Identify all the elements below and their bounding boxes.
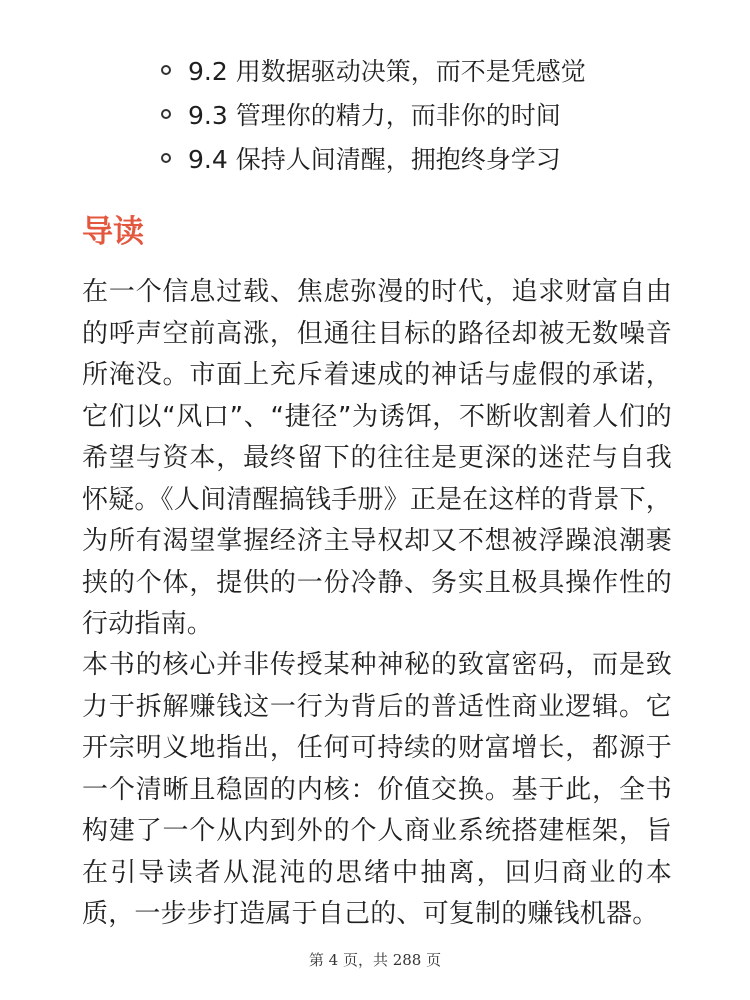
toc-list — [0, 50, 750, 182]
circle-bullet-icon — [161, 65, 171, 75]
toc-item[interactable] — [0, 94, 750, 138]
body-paragraph: 在一个信息过载、焦虑弥漫的时代，追求财富自由的呼声空前高涨，但通往目标的路径却被无数噪音所淹没。市面上充斥着速成的神话与虚假的承诺，它们以“风口”、“捷径”为诱饵，不断收割着人们的希望与资本，最终留下的往往是更深的迷茫与自我怀疑。《人间清醒搞钱手册》正是在这样的背景下，为所有渴望掌握经济主导权却又不想被浮躁浪潮裹挟的个体，提供的一份冷静、务实且极具操作性的行动指南。 — [82, 277, 672, 639]
toc-item-label: 9.2 用数据驱动决策，而不是凭感觉 — [188, 57, 586, 86]
circle-bullet-icon — [161, 109, 171, 119]
toc-item-label: 9.4 保持人间清醒，拥抱终身学习 — [188, 145, 561, 174]
page-number-footer: 第 4 页，共 288 页 — [308, 951, 442, 969]
toc-item-label: 9.3 管理你的精力，而非你的时间 — [188, 101, 561, 130]
section-heading: 导读 — [82, 214, 144, 250]
body-paragraph: 本书的核心并非传授某种神秘的致富密码，而是致力于拆解赚钱这一行为背后的普适性商业逻辑。它开宗明义地指出，任何可持续的财富增长，都源于一个清晰且稳固的内核：价值交换。基于此，全书构建了一个从内到外的个人商业系统搭建框架，旨在引导读者从混沌的思绪中抽离，回归商业的本质，一步步打造属于自己的、可复制的赚钱机器。 — [82, 650, 672, 929]
toc-item[interactable] — [0, 138, 750, 182]
toc-item[interactable] — [0, 50, 750, 94]
circle-bullet-icon — [161, 153, 171, 163]
